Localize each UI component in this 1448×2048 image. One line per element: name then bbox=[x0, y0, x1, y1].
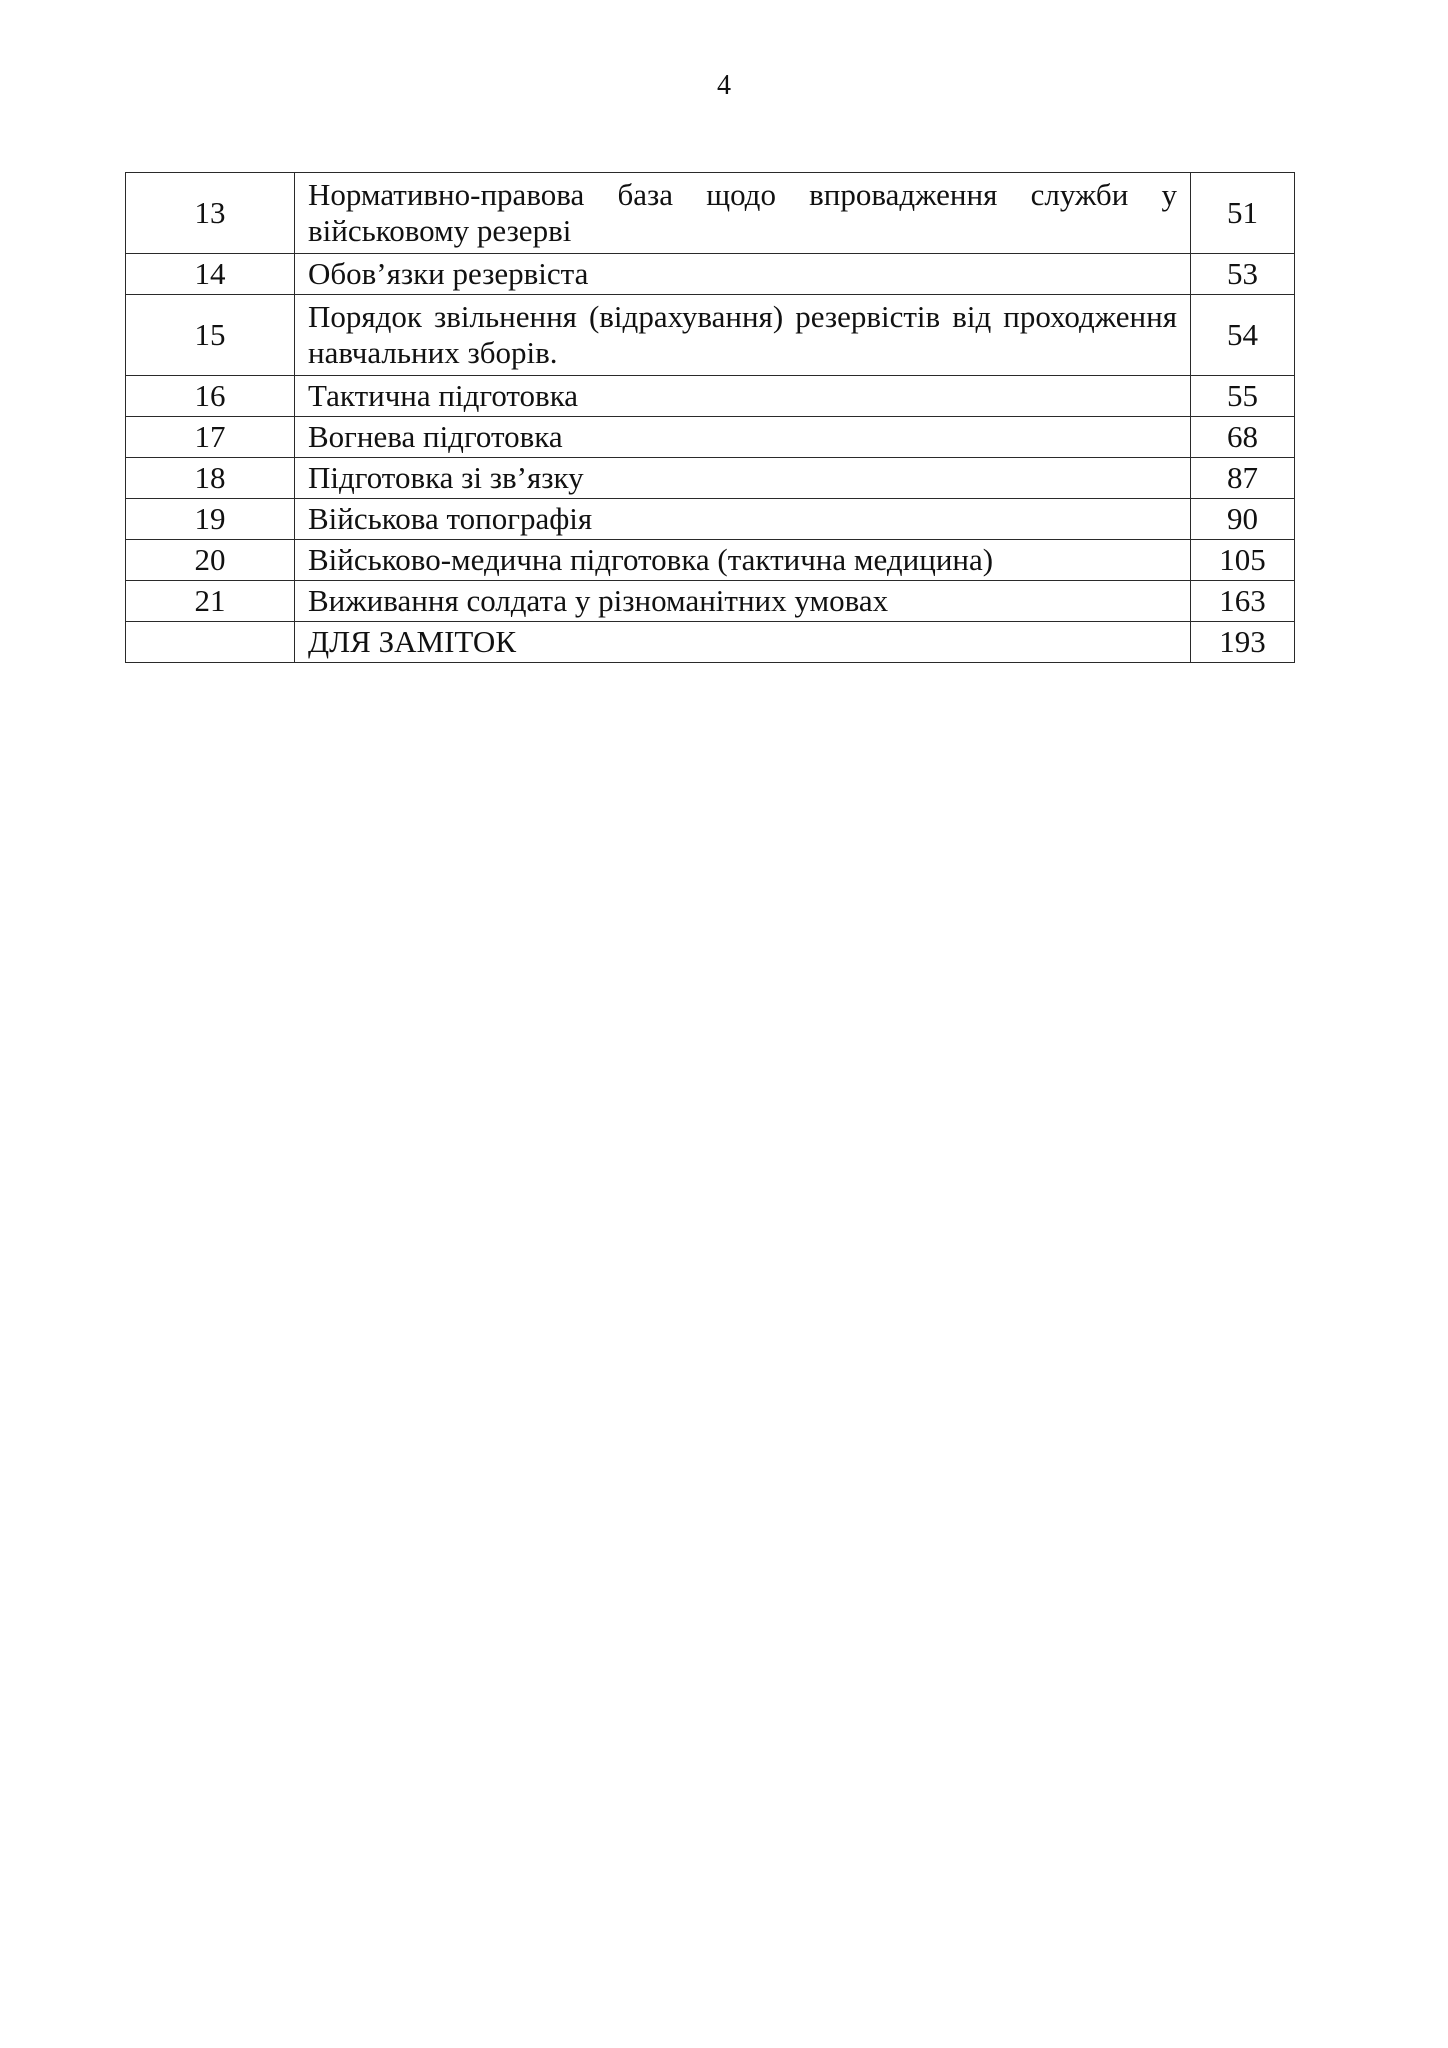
row-page: 163 bbox=[1191, 581, 1295, 622]
row-number: 20 bbox=[126, 540, 295, 581]
row-title: Підготовка зі зв’язку bbox=[295, 458, 1191, 499]
row-page: 68 bbox=[1191, 417, 1295, 458]
row-title: Нормативно-правова база щодо впровадження служби у військовому резерві bbox=[295, 173, 1191, 254]
table-row bbox=[126, 581, 1295, 622]
row-page: 51 bbox=[1191, 173, 1295, 254]
row-title: ДЛЯ ЗАМІТОК bbox=[295, 622, 1191, 663]
row-page: 87 bbox=[1191, 458, 1295, 499]
table-row bbox=[126, 173, 1295, 254]
row-number: 18 bbox=[126, 458, 295, 499]
row-number: 16 bbox=[126, 376, 295, 417]
row-page: 55 bbox=[1191, 376, 1295, 417]
row-number: 19 bbox=[126, 499, 295, 540]
row-page: 90 bbox=[1191, 499, 1295, 540]
row-title: Порядок звільнення (відрахування) резервістів від проходження навчальних зборів. bbox=[295, 295, 1191, 376]
table-row bbox=[126, 540, 1295, 581]
row-number: 17 bbox=[126, 417, 295, 458]
table-row bbox=[126, 622, 1295, 663]
table-row bbox=[126, 417, 1295, 458]
table-row bbox=[126, 458, 1295, 499]
row-title: Вогнева підготовка bbox=[295, 417, 1191, 458]
row-number: 21 bbox=[126, 581, 295, 622]
row-number bbox=[126, 622, 295, 663]
row-page: 193 bbox=[1191, 622, 1295, 663]
table-row bbox=[126, 376, 1295, 417]
table-of-contents bbox=[125, 172, 1295, 663]
row-title: Виживання солдата у різноманітних умовах bbox=[295, 581, 1191, 622]
page-number: 4 bbox=[717, 70, 731, 101]
row-title: Військова топографія bbox=[295, 499, 1191, 540]
row-title: Тактична підготовка bbox=[295, 376, 1191, 417]
row-page: 54 bbox=[1191, 295, 1295, 376]
table-row bbox=[126, 499, 1295, 540]
row-number: 13 bbox=[126, 173, 295, 254]
table-row bbox=[126, 254, 1295, 295]
row-number: 15 bbox=[126, 295, 295, 376]
row-title: Військово-медична підготовка (тактична медицина) bbox=[295, 540, 1191, 581]
row-page: 53 bbox=[1191, 254, 1295, 295]
row-number: 14 bbox=[126, 254, 295, 295]
table-row bbox=[126, 295, 1295, 376]
row-page: 105 bbox=[1191, 540, 1295, 581]
row-title: Обов’язки резервіста bbox=[295, 254, 1191, 295]
